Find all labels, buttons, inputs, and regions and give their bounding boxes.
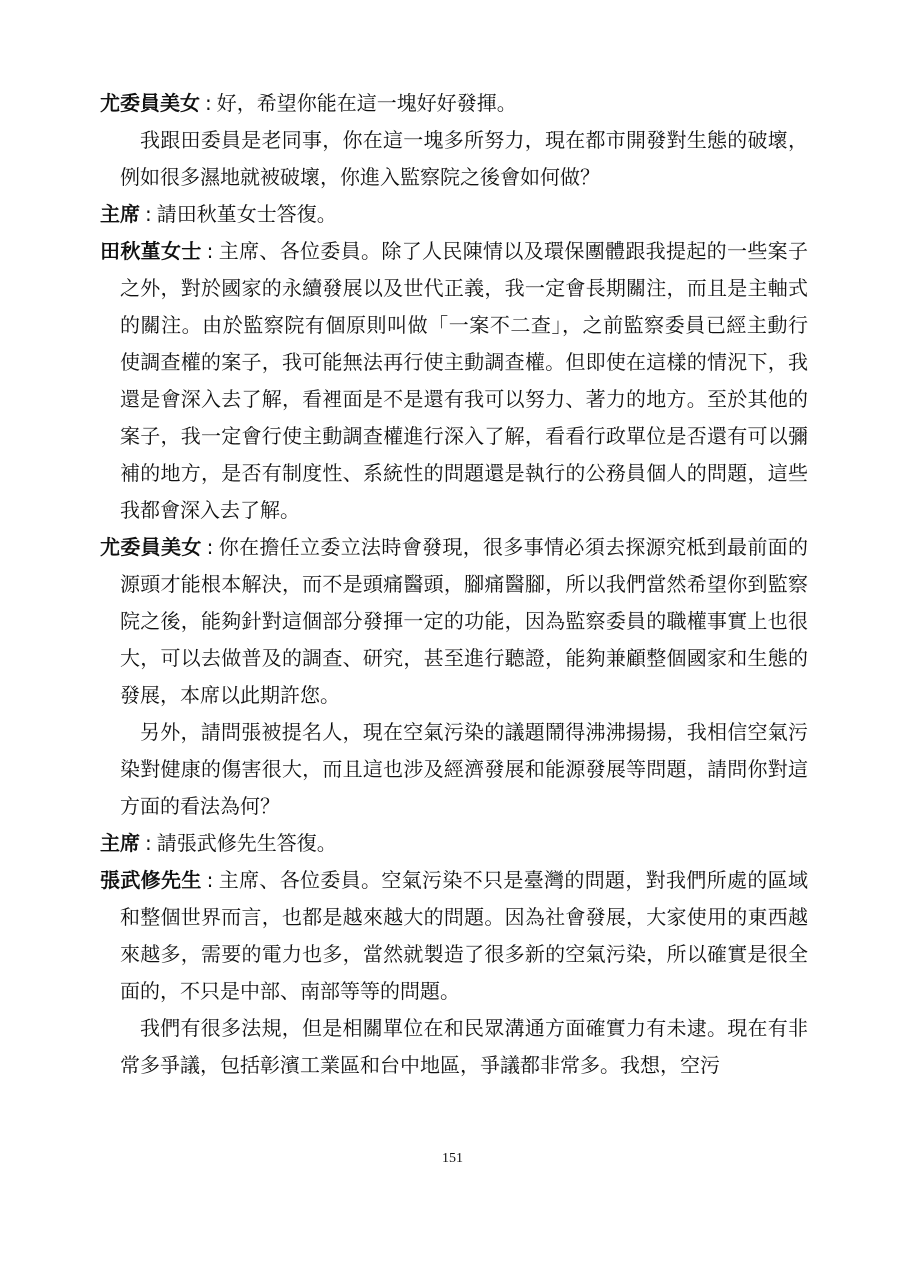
speech-paragraph	[100, 529, 808, 714]
speaker-separator: :	[145, 831, 152, 855]
speaker-name: 尤委員美女	[100, 91, 200, 115]
speech-paragraph	[100, 862, 808, 1010]
speech-text: 主席、各位委員。除了人民陳情以及環保團體跟我提起的一些案子之外，對於國家的永續發展以及世代正義，我一定會長期關注，而且是主軸式的關注。由於監察院有個原則叫做「一案不二查」，之前監察委員已經主動行使調查權的案子，我可能無法再行使主動調查權。但即使在這樣的情況下，我還是會深入去了解，看裡面是不是還有我可以努力、著力的地方。至於其他的案子，我一定會行使主動調查權進行深入了解，看看行政單位是否還有可以彌補的地方，是否有制度性、系統性的問題還是執行的公務員個人的問題，這些我都會深入去了解。	[120, 239, 809, 522]
speech-text: 我們有很多法規，但是相關單位在和民眾溝通方面確實力有未逮。現在有非常多爭議，包括彰濱工業區和台中地區，爭議都非常多。我想，空污	[120, 1016, 808, 1077]
speech-text: 我跟田委員是老同事，你在這一塊多所努力，現在都市開發對生態的破壞，例如很多濕地就被破壞，你進入監察院之後會如何做？	[120, 128, 808, 189]
speaker-separator: :	[206, 239, 214, 263]
speaker-separator: :	[205, 91, 212, 115]
speech-text: 主席、各位委員。空氣污染不只是臺灣的問題，對我們所處的區域和整個世界而言，也都是越來越大的問題。因為社會發展，大家使用的東西越來越多，需要的電力也多，當然就製造了很多新的空氣污染，所以確實是很全面的，不只是中部、南部等等的問題。	[120, 868, 809, 1003]
speaker-separator: :	[206, 535, 214, 559]
speech-paragraph	[100, 825, 808, 862]
speech-text: 請田秋堇女士答復。	[156, 202, 337, 226]
speech-paragraph	[100, 85, 808, 122]
speech-text: 你在擔任立委立法時會發現，很多事情必須去探源究柢到最前面的源頭才能根本解決，而不是頭痛醫頭，腳痛醫腳，所以我們當然希望你到監察院之後，能夠針對這個部分發揮一定的功能，因為監察委員的職權事實上也很大，可以去做普及的調查、研究，甚至進行聽證，能夠兼顧整個國家和生態的發展，本席以此期許您。	[120, 535, 809, 707]
continuation-paragraph	[100, 714, 808, 825]
speaker-name: 田秋堇女士	[100, 239, 202, 263]
transcript-body	[100, 85, 808, 1084]
speech-paragraph	[100, 196, 808, 233]
speech-paragraph	[100, 233, 808, 529]
speech-text: 另外，請問張被提名人，現在空氣污染的議題鬧得沸沸揚揚，我相信空氣污染對健康的傷害很大，而且這也涉及經濟發展和能源發展等問題，請問你對這方面的看法為何？	[120, 720, 808, 818]
speaker-name: 主席	[100, 831, 140, 855]
continuation-paragraph	[100, 1010, 808, 1084]
speaker-separator: :	[145, 202, 152, 226]
speaker-name: 主席	[100, 202, 140, 226]
speaker-separator: :	[206, 868, 214, 892]
speech-text: 請張武修先生答復。	[156, 831, 337, 855]
speech-text: 好，希望你能在這一塊好好發揮。	[216, 91, 517, 115]
speaker-name: 尤委員美女	[100, 535, 202, 559]
continuation-paragraph	[100, 122, 808, 196]
page-number: 151	[442, 1151, 463, 1166]
speaker-name: 張武修先生	[100, 868, 202, 892]
